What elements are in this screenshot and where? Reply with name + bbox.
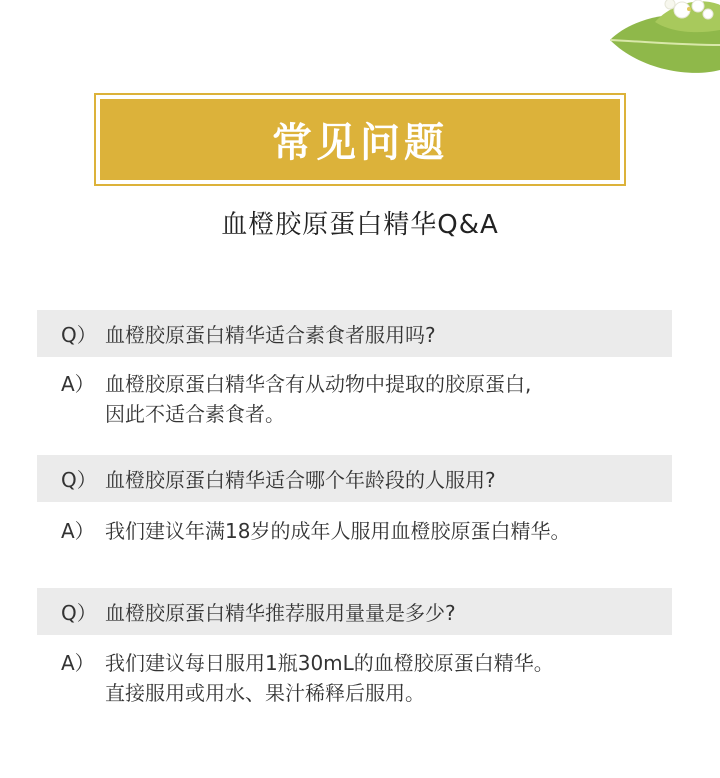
- faq-answer: [61, 648, 681, 708]
- question-marker: Q）: [61, 323, 97, 347]
- question-text: 血橙胶原蛋白精华适合素食者服用吗?: [105, 323, 436, 347]
- faq-answer: [61, 516, 681, 546]
- answer-text: 直接服用或用水、果汁稀释后服用。: [105, 681, 425, 705]
- question-text: 血橙胶原蛋白精华推荐服用量量是多少?: [105, 601, 456, 625]
- question-marker: Q）: [61, 468, 97, 492]
- title-banner-fill: [100, 99, 620, 180]
- question-text: 血橙胶原蛋白精华适合哪个年龄段的人服用?: [105, 468, 496, 492]
- answer-marker: A）: [61, 519, 95, 543]
- page-subtitle: 血橙胶原蛋白精华Q&A: [221, 210, 499, 240]
- question-marker: Q）: [61, 601, 97, 625]
- answer-text: 我们建议每日服用1瓶30mL的血橙胶原蛋白精华。: [105, 651, 554, 675]
- orange-blossom-leaf-icon: [580, 0, 720, 82]
- answer-text: 血橙胶原蛋白精华含有从动物中提取的胶原蛋白,: [105, 372, 532, 396]
- answer-marker: A）: [61, 372, 95, 396]
- title-banner: [94, 93, 626, 186]
- answer-marker: A）: [61, 651, 95, 675]
- faq-answer: [61, 369, 681, 429]
- faq-question-row: [37, 310, 672, 357]
- faq-question-row: [37, 588, 672, 635]
- faq-question-row: [37, 455, 672, 502]
- page-title: 常见问题: [272, 120, 448, 166]
- answer-text: 我们建议年满18岁的成年人服用血橙胶原蛋白精华。: [105, 519, 571, 543]
- answer-text: 因此不适合素食者。: [105, 402, 285, 426]
